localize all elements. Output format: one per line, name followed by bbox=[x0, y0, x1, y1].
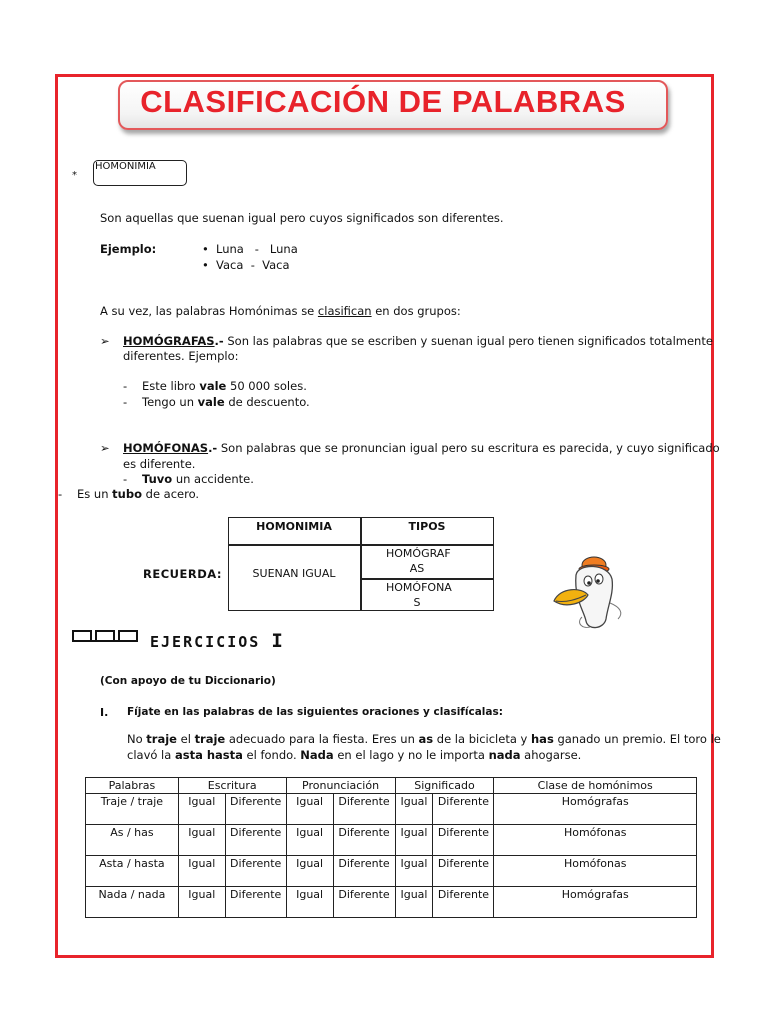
homografas-example-1: Este libro vale 50 000 soles. bbox=[142, 379, 307, 393]
cell-pronunciacion-diferente: Diferente bbox=[333, 887, 395, 918]
recuerda-header-homonimia: HOMONIMIA bbox=[256, 520, 332, 533]
cell-clase: Homógrafas bbox=[494, 887, 697, 918]
example-1: Luna - Luna bbox=[216, 242, 298, 256]
cell-significado-diferente: Diferente bbox=[433, 887, 494, 918]
groups-intro: A su vez, las palabras Homónimas se clasifican en dos grupos: bbox=[100, 304, 461, 318]
cell-escritura-igual: Igual bbox=[178, 856, 225, 887]
cell-significado-igual: Igual bbox=[395, 825, 433, 856]
ejercicio-instruction: Fíjate en las palabras de las siguientes oraciones y clasifícalas: bbox=[127, 706, 503, 718]
table-header-row bbox=[86, 778, 697, 794]
dash-bullet: - bbox=[58, 487, 63, 501]
list-item: • bbox=[202, 242, 209, 256]
cell-clase: Homógrafas bbox=[494, 794, 697, 825]
cell-escritura-igual: Igual bbox=[178, 887, 225, 918]
dash-bullet: - bbox=[123, 395, 128, 409]
cell-significado-igual: Igual bbox=[395, 887, 433, 918]
cell-pronunciacion-diferente: Diferente bbox=[333, 825, 395, 856]
cell-clase: Homófonas bbox=[494, 856, 697, 887]
ejercicios-title: EJERCICIOS I bbox=[150, 630, 285, 652]
header-pronunciacion: Pronunciación bbox=[286, 778, 395, 794]
header-clase: Clase de homónimos bbox=[494, 778, 697, 794]
cell-pronunciacion-diferente: Diferente bbox=[333, 856, 395, 887]
cell-escritura-diferente: Diferente bbox=[225, 887, 286, 918]
recuerda-type-homofonas: HOMÓFONA S bbox=[386, 581, 452, 609]
cell-clase: Homófonas bbox=[494, 825, 697, 856]
ejercicios-note: (Con apoyo de tu Diccionario) bbox=[100, 675, 276, 687]
cell-significado-diferente: Diferente bbox=[433, 856, 494, 887]
arrow-bullet-icon: ➢ bbox=[100, 441, 110, 455]
cell-escritura-igual: Igual bbox=[178, 794, 225, 825]
homonimia-label: HOMONIMIA bbox=[95, 161, 156, 172]
cell-significado-igual: Igual bbox=[395, 794, 433, 825]
cell-significado-igual: Igual bbox=[395, 856, 433, 887]
list-item: • bbox=[202, 258, 209, 272]
cell-palabras: Nada / nada bbox=[86, 887, 179, 918]
cell-significado-diferente: Diferente bbox=[433, 825, 494, 856]
homofonas-example-1: Tuvo un accidente. bbox=[142, 472, 254, 486]
homografas-example-2: Tengo un vale de descuento. bbox=[142, 395, 310, 409]
bullet-star: * bbox=[72, 170, 77, 181]
header-significado: Significado bbox=[395, 778, 494, 794]
definition-text: Son aquellas que suenan igual pero cuyos significados son diferentes. bbox=[100, 211, 504, 225]
cell-palabras: As / has bbox=[86, 825, 179, 856]
table-row bbox=[86, 825, 697, 856]
homografas-definition-cont: diferentes. Ejemplo: bbox=[123, 349, 239, 363]
cell-pronunciacion-igual: Igual bbox=[286, 856, 333, 887]
homofonas-definition: HOMÓFONAS.- Son palabras que se pronuncian igual pero su escritura es parecida, y cuyo significado bbox=[123, 441, 720, 455]
table-row bbox=[86, 794, 697, 825]
dash-bullet: - bbox=[123, 472, 128, 486]
homofonas-definition-cont: es diferente. bbox=[123, 457, 196, 471]
recuerda-label: RECUERDA: bbox=[143, 567, 222, 581]
book-icon bbox=[72, 629, 138, 643]
recuerda-type-homografas: HOMÓGRAF AS bbox=[386, 547, 451, 575]
cell-pronunciacion-diferente: Diferente bbox=[333, 794, 395, 825]
dash-bullet: - bbox=[123, 379, 128, 393]
arrow-bullet-icon: ➢ bbox=[100, 334, 110, 348]
classification-table bbox=[85, 777, 697, 918]
cell-palabras: Traje / traje bbox=[86, 794, 179, 825]
duck-illustration bbox=[548, 543, 630, 633]
homografas-definition: HOMÓGRAFAS.- Son las palabras que se escriben y suenan igual pero tienen significados totalmente bbox=[123, 334, 713, 348]
table-row bbox=[86, 887, 697, 918]
recuerda-header-tipos: TIPOS bbox=[408, 520, 446, 533]
clasifican-link: clasifican bbox=[317, 304, 372, 318]
cell-significado-diferente: Diferente bbox=[433, 794, 494, 825]
cell-escritura-diferente: Diferente bbox=[225, 794, 286, 825]
header-escritura: Escritura bbox=[178, 778, 286, 794]
ejercicio-number: I. bbox=[100, 706, 109, 719]
recuerda-suenan-igual: SUENAN IGUAL bbox=[252, 567, 336, 580]
example-label: Ejemplo: bbox=[100, 242, 157, 256]
cell-escritura-diferente: Diferente bbox=[225, 856, 286, 887]
exercise-paragraph-line-1: No traje el traje adecuado para la fiesta. Eres un as de la bicicleta y has ganado un premio. El toro le bbox=[127, 732, 721, 746]
header-palabras: Palabras bbox=[86, 778, 179, 794]
cell-escritura-igual: Igual bbox=[178, 825, 225, 856]
cell-pronunciacion-igual: Igual bbox=[286, 794, 333, 825]
cell-palabras: Asta / hasta bbox=[86, 856, 179, 887]
page-title: CLASIFICACIÓN DE PALABRAS bbox=[140, 84, 626, 119]
cell-escritura-diferente: Diferente bbox=[225, 825, 286, 856]
table-row bbox=[86, 856, 697, 887]
cell-pronunciacion-igual: Igual bbox=[286, 825, 333, 856]
exercise-paragraph-line-2: clavó la asta hasta el fondo. Nada en el lago y no le importa nada ahogarse. bbox=[127, 748, 582, 762]
homofonas-example-2: Es un tubo de acero. bbox=[77, 487, 200, 501]
cell-pronunciacion-igual: Igual bbox=[286, 887, 333, 918]
example-2: Vaca - Vaca bbox=[216, 258, 290, 272]
